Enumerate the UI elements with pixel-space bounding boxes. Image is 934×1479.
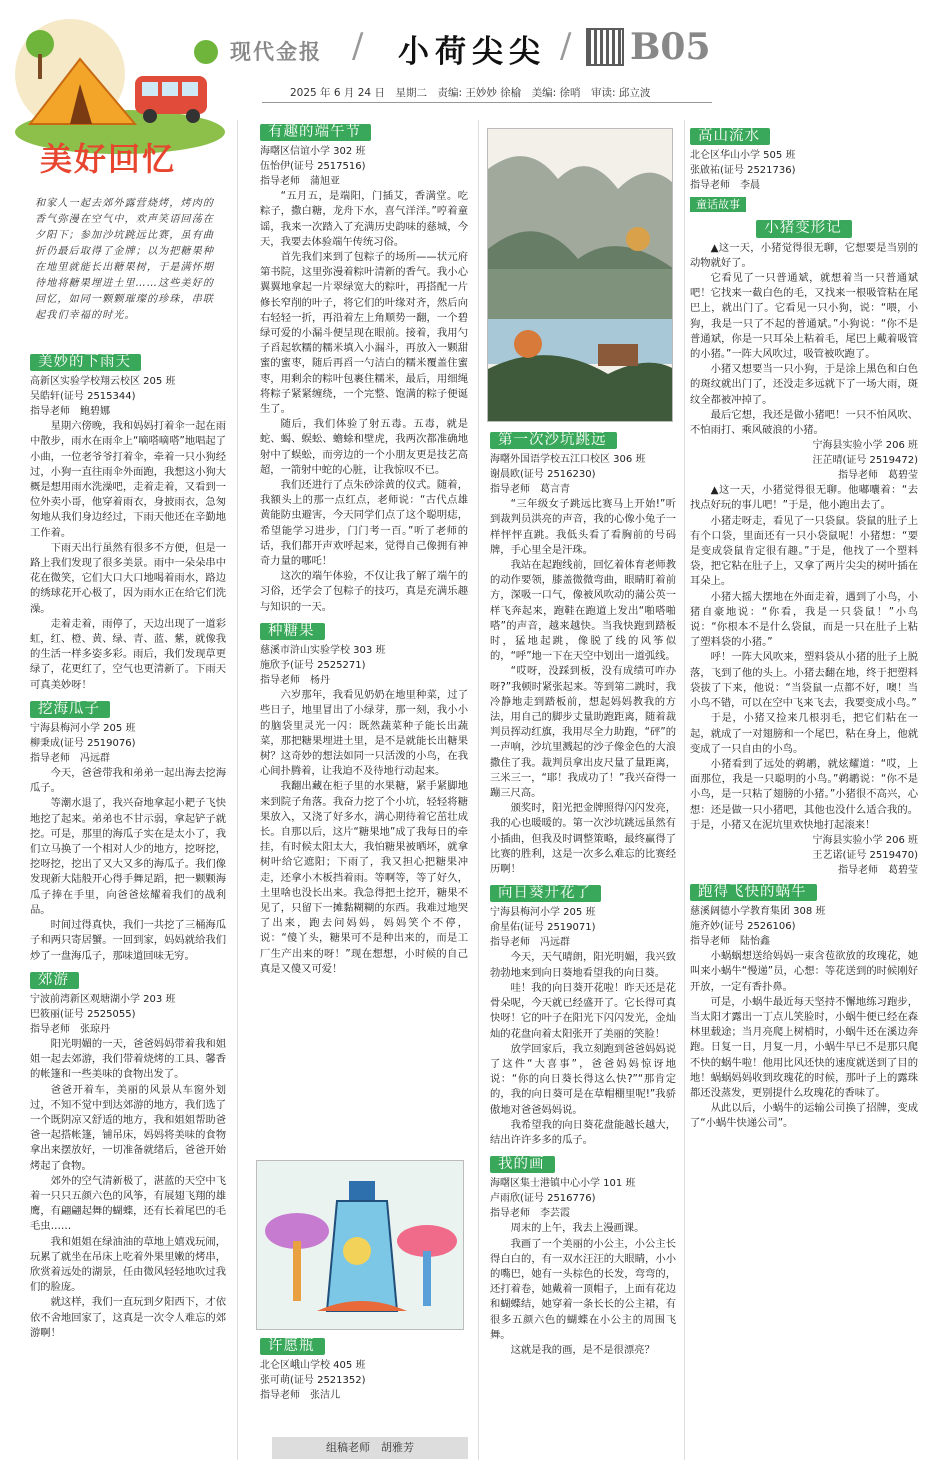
paragraph: “三年级女子跳远比赛马上开始!”听到裁判员洪亮的声音，我的心像小兔子一样怦怦直跳。我低头看了看胸前的号码牌，手心里全是汗珠。 bbox=[490, 498, 676, 556]
paragraph: 最后它想，我还是做小猪吧！一只不怕风吹、不怕雨打、乘风破浪的小猪。 bbox=[690, 408, 918, 437]
section-name: 小荷尖尖 bbox=[398, 34, 546, 70]
paragraph: 小猪大摇大摆地在外面走着，遇到了小鸟，小猪自豪地说：“你看，我是一只袋鼠！”小鸟说：“你根本不是什么袋鼠，而是一只在肚子上粘了塑料袋的小猪。” bbox=[690, 590, 918, 649]
article-title: 挖海瓜子 bbox=[30, 701, 110, 718]
paragraph: 它看见了一只普通斌，就想着当一只普通斌吧！它找来一截白色的毛，又找来一根吸管粘在尾巴上，就出门了。它看见一只小狗，说：“喂，小狗，我是一只了不起的普通斌。”小狗说：“你不是普通斌，你是一只耳朵上粘着毛，尾巴上戴着吸管的小猪。”一阵大风吹过，吸管被吹跑了。 bbox=[690, 272, 918, 361]
school: 北仑区华山小学 505 班 bbox=[690, 150, 796, 162]
column-4 bbox=[690, 124, 918, 1132]
author: 吴皓轩(证号 2515344) bbox=[30, 391, 136, 403]
teacher: 指导老师 张洁儿 bbox=[260, 1390, 340, 1402]
paragraph: 我们还进行了点朱砂涂黄的仪式。随着，我额头上的那一点红点，老师说：“古代点雄黄能防虫避害，今天同学们点了这个聪明痣，希望能学习进步，门门考一百。”听了老师的话，我们都开声欢呼起来，觉得自己像拥有神奇力量的哪吒！ bbox=[260, 479, 468, 568]
article-title: 有趣的端午节 bbox=[260, 124, 371, 141]
school: 宁海县梅河小学 205 班 bbox=[30, 723, 136, 735]
article-title: 小猪变形记 bbox=[756, 220, 852, 237]
article-title: 我的画 bbox=[490, 1156, 555, 1173]
paragraph: ▲这一天，小猪觉得很无聊，它想要是当别的动物就好了。 bbox=[690, 241, 918, 269]
column-3 bbox=[490, 428, 676, 1358]
paragraph: 走着走着，雨停了，天边出现了一道彩虹，红、橙、黄、绿、青、蓝、紫，就像我的生活一样多姿多彩。雨后，我们发现草更绿了，花更红了，空气也更清新了。下雨天可真美妙呀！ bbox=[30, 617, 226, 691]
paragraph: ▲这一天，小猪觉得很无聊。他嘟囔着：“去找点好玩的事儿吧！”于是，他小跑出去了。 bbox=[690, 484, 918, 512]
column-divider bbox=[478, 120, 479, 1460]
dateline: 2025 年 6 月 24 日 星期二 责编: 王妙妙 徐榆 美编: 徐哨 审读: 邱立波 bbox=[290, 87, 651, 99]
paragraph: 随后，我们体验了射五毒。五毒，就是蛇、蝎、蜈蚣、蟾蜍和壁虎，我两次都准确地射中了蜈蚣，而旁边的一个小朋友更是技艺高超，一箭射中蛇的心脏，让我惊叹不已。 bbox=[260, 418, 468, 476]
paragraph: 星期六傍晚，我和妈妈打着伞一起在雨中散步，雨水在雨伞上“嘀嗒嘀嗒”地唱起了小曲，一位老爷爷打着伞，牵着一只小狗经过，小狗一直往雨伞外面跑，我想这小狗大概是想用雨水洗澡吧，走着走着，又看到一位外卖小哥，他穿着雨衣，身披雨衣，急匆匆地从我们身边经过，下雨天他还在辛勤地工作着。 bbox=[30, 420, 227, 539]
teacher: 指导老师 陆怡鑫 bbox=[690, 936, 770, 948]
article-title: 向日葵开花了 bbox=[490, 885, 601, 902]
paragraph: 我翻出藏在柜子里的水果糖，紧手紧脚地来到院子角落。我奋力挖了个小坑，轻轻将糖果放入，又浇了好多水，满心期待着它茁壮成长。自那以后，这片“糖果地”成了我每日的牵挂，有时候太阳太大，我怕糖果被晒坏，就拿树叶给它遮阳；下雨了，我又担心把糖果冲走，还拿小木板挡着雨。等啊等，等了好久，土里啥也没长出来。我急得把土挖开，糖果不见了，只留下一摊黏糊糊的东西。我难过地哭了出来，跑去问妈妈，妈妈笑个不停，说：“傻丫头，糖果可不是种出来的，而是工厂生产出来的呀！”现在想想，小时候的自己真是又傻又可爱！ bbox=[260, 780, 468, 975]
paragraph: 首先我们来到了包粽子的场所——状元府第书院，这里弥漫着粽叶清新的香气。我小心翼翼地拿起一片翠绿宽大的粽叶，再搭配一片修长窄削的叶子，将它们的叶缘对齐，然后向右轻轻一折，再沿着左上角顺势一翻，一个碧绿可爱的小漏斗便呈现在眼前。接着，我用勺子舀起软糯的糯米填入小漏斗，再放入一颗甜蜜的蜜枣，随后再舀一勺洁白的糯米覆盖住蜜枣，用剩余的粽叶包裹住糯米，最后，用细绳将粽子紧紧缠绕，一个完整、饱满的粽子便诞生了。 bbox=[260, 251, 468, 416]
school: 北仑区峨山学校 405 班 bbox=[260, 1360, 366, 1372]
paragraph: 等潮水退了，我兴奋地拿起小耙子飞快地挖了起来。弟弟也不甘示弱，拿起铲子就挖。可是，那里的海瓜子实在是太小了，我们立马换了一个相对人少的地方，挖呀挖，挖呀挖，挖出了又大又多的海瓜子。我们像发现新大陆般开心得手舞足蹈，把一颗颗海瓜子捧在手里，向爸爸炫耀着我们的战利品。 bbox=[30, 797, 226, 916]
school: 海曙区信谊小学 302 班 bbox=[260, 146, 366, 158]
signature-school: 宁海县实验小学 206 班 bbox=[812, 440, 918, 452]
qr-code-icon bbox=[586, 28, 624, 66]
author: 巴筱丽(证号 2525055) bbox=[30, 1008, 136, 1020]
author: 施齐妙(证号 2526106) bbox=[690, 921, 796, 933]
school: 海曙区集士港镇中心小学 101 班 bbox=[490, 1178, 636, 1190]
side-title: 美好回忆 bbox=[40, 140, 177, 178]
article-title: 许愿瓶 bbox=[260, 1338, 325, 1355]
article-title: 美妙的下雨天 bbox=[30, 354, 141, 371]
author: 卢雨欣(证号 2516776) bbox=[490, 1193, 596, 1205]
signature-author: 汪芷晴(证号 2519472) bbox=[812, 455, 918, 467]
school: 海曙外国语学校五江口校区 306 班 bbox=[490, 454, 646, 466]
paragraph: 六岁那年，我看见奶奶在地里种菜，过了些日子，地里冒出了小绿芽，那一刻，我小小的脑袋里灵光一闪：既然蔬菜种子能长出蔬菜，那把糖果埋进土里，是不是就能长出糖果树？这奇妙的想法如同一只活泼的小鸟，在我心间扑腾着，让我迫不及待地行动起来。 bbox=[260, 689, 468, 778]
wish-bottle-drawing bbox=[256, 1160, 464, 1330]
teacher: 指导老师 鲍碧娜 bbox=[30, 406, 110, 418]
paragraph: 呼！一阵大风吹来，塑料袋从小猪的肚子上脱落，飞到了他的头上。小猪去翻在地，终于把塑料袋拔了下来，他说：“当袋鼠一点都不好，噢！当小鸟不错，可以在空中飞来飞去，我要变成小鸟。” bbox=[690, 651, 918, 710]
signature-author: 王艺诺(证号 2519470) bbox=[812, 849, 918, 861]
signature-school: 宁海县实验小学 206 班 bbox=[812, 834, 918, 846]
intro-text: 和家人一起去郊外露营烧烤，烤肉的香气弥漫在空气中，欢声笑语回荡在夕阳下；参加沙坑跳远比赛，虽有曲折仍最后取得了金牌；以为把糖果种在地里就能长出糖果树，于是满怀期待地将糖果埋进土里……这些美好的回忆，如同一颗颗璀璨的珍珠，串联起我们幸福的时光。 bbox=[35, 198, 214, 321]
paragraph: 时间过得真快，我们一共挖了三桶海瓜子和两只寄居蟹。一回到家，妈妈就给我们炒了一盘海瓜子，那味道回味无穷。 bbox=[30, 919, 226, 962]
school: 宁波前湾新区观塘湖小学 203 班 bbox=[30, 993, 176, 1005]
column-1 bbox=[30, 350, 226, 1341]
paragraph: 我画了一个美丽的小公主，小公主长得白白的，有一双水汪汪的大眼睛，小小的嘴巴，她有一头棕色的长发，弯弯的，还打着卷，她戴着一顶帽子，上面有花边和蝴蝶结，她穿着一条长长的公主裙，有很多五颜六色的蝴蝶在小公主的周围飞舞。 bbox=[490, 1237, 676, 1341]
paragraph: 哇！我的向日葵开花啦！昨天还是花骨朵呢，今天就已经盛开了。它长得可真快呀！它的叶子在阳光下闪闪发光，金灿灿的花盘向着太阳张开了美丽的笑脸！ bbox=[490, 981, 676, 1040]
page-number: B05 bbox=[630, 26, 711, 68]
camping-illustration bbox=[10, 14, 225, 189]
paragraph: 下雨天出行虽然有很多不方便，但是一路上我们发现了很多美景。雨中一朵朵串中花在微笑，它们大口大口地喝着雨水，路边的绣球花开心极了，因为雨水正在给它们洗澡。 bbox=[30, 541, 226, 615]
column-2 bbox=[260, 120, 468, 977]
article-title: 第一次沙坑跳远 bbox=[490, 432, 617, 449]
column-divider bbox=[684, 120, 685, 1460]
school: 宁海县梅河小学 205 班 bbox=[490, 907, 596, 919]
paragraph: 这就是我的画，是不是很漂亮？ bbox=[510, 1343, 655, 1356]
teacher: 指导老师 李晨 bbox=[690, 180, 760, 192]
article-title: 跑得飞快的蜗牛 bbox=[690, 884, 817, 901]
article-title: 种糖果 bbox=[260, 623, 325, 640]
paragraph: 阳光明媚的一天，爸爸妈妈带着我和姐姐一起去郊游，我们带着烧烤的工具、馨香的帐篷和一些美味的食物出发了。 bbox=[30, 1037, 226, 1081]
author: 谢晨欧(证号 2516230) bbox=[490, 469, 596, 481]
paragraph: “哎呀，没踩到板，没有成绩可咋办呀?”我顿时紧张起来。等到第二跳时，我冷静地走到踏板前，想起妈妈教我的方法，用自己的脚步丈量助跑距离，随着裁判员挥动红旗，我用尽全力助跑，“砰”的一声响，沙坑里溅起的沙子像金色的大浪撒住了我。裁判员拿出皮尺量了量距离，三米三一，“耶！我成功了！”我兴奋得一蹦三尺高。 bbox=[490, 665, 676, 800]
author: 张啟祐(证号 2521736) bbox=[690, 165, 796, 177]
paragraph: 我和姐姐在绿油油的草地上嬉戏玩闹，玩累了就坐在吊床上吃着外果里嫩的烤串，欣赏着远处的湖景，任由微风轻轻地吹过我们的脸庞。 bbox=[30, 1235, 226, 1294]
article-title: 郊游 bbox=[30, 972, 79, 989]
paragraph: 这次的端午体验，不仅让我了解了端午的习俗，还学会了包粽子的技巧，真是充满乐趣与知识的一天。 bbox=[260, 570, 468, 613]
story-tag: 童话故事 bbox=[690, 197, 746, 212]
paragraph: 周末的上午，我去上漫画课。 bbox=[510, 1222, 645, 1235]
header-divider: / bbox=[352, 26, 364, 66]
teacher: 指导老师 张琼丹 bbox=[30, 1023, 110, 1035]
paragraph: 就这样，我们一直玩到夕阳西下，才依依不舍地回家了，这真是一次令人难忘的郊游啊！ bbox=[30, 1296, 226, 1339]
paragraph: 从此以后，小蜗牛的运输公司换了招牌，变成了“小蜗牛快递公司”。 bbox=[690, 1102, 918, 1130]
landscape-painting bbox=[487, 128, 673, 422]
paragraph: 小猪又想要当一只小狗，于是涂上黑色和白色的斑纹就出门了，还没走多远就下了一场大雨，斑纹全都被冲掉了。 bbox=[690, 363, 918, 406]
author: 俞星佑(证号 2519071) bbox=[490, 922, 596, 934]
paragraph: 爸爸开着车，美丽的风景从车窗外划过，不知不觉中到达郊游的地方，我们选了一个既阴凉又舒适的地方，我和姐姐帮助爸爸一起搭帐篷，铺吊床，妈妈将美味的食物拿出来摆放好，一切准备就绪后，爸爸开始烤起了食物。 bbox=[30, 1083, 226, 1172]
paragraph: 郊外的空气清新极了，湛蓝的天空中飞着一只只五颜六色的风筝，有展翅飞翔的雄鹰，有翩翩起舞的蝴蝶，还有长着尾巴的毛毛虫…… bbox=[30, 1174, 226, 1233]
paragraph: 小猪走呀走，看见了一只袋鼠。袋鼠的肚子上有个口袋，里面还有一只小袋鼠呢！小猪想：“要是变成袋鼠肯定很有趣。”于是，他找了一个塑料袋，把它粘在肚子上，又拿了两片尖尖的树叶插在耳朵上。 bbox=[690, 514, 918, 588]
paragraph: 小猪看到了远处的鹈鹕，就炫耀道：“哎，上面那位，我是一只聪明的小鸟。”鹈鹕说：“你不是小鸟，是一只粘了翅膀的小猪。”小猪很不高兴，心想：还是做一只小猪吧，其他也没什么适合我的。于是，小猪又在泥坑里欢快地打起滚来！ bbox=[690, 757, 918, 831]
teacher: 指导老师 李芸霞 bbox=[490, 1208, 570, 1220]
column-divider bbox=[237, 120, 238, 1460]
paragraph: 今天，爸爸带我和弟弟一起出海去挖海瓜子。 bbox=[30, 767, 226, 795]
header-divider: / bbox=[560, 26, 572, 66]
newspaper-name: 现代金报 bbox=[230, 39, 322, 64]
paragraph: “五月五，是端阳，门插艾，香满堂。吃粽子，撒白糖，龙舟下水，喜气洋洋。”哼着童谣，我来一次踏入了充满历史韵味的慈城，今天，我要去体验端午传统习俗。 bbox=[260, 190, 468, 248]
paragraph: 可是，小蜗牛最近每天坚持不懈地练习跑步，当太阳才露出一丁点儿笑脸时，小蜗牛便已经在森林里载途；当月亮爬上树梢时，小蜗牛还在溪边奔跑。日复一日，月复一月，小蜗牛早已不是那只爬不快的蜗牛啦！他用比风还快的速度就送到了目的地！蜗蜗妈妈收到玫瑰花的时候，那叶子上的露珠都还没蒸发，更别提什么玫瑰花的香味了。 bbox=[690, 995, 918, 1099]
column-2-wish bbox=[260, 1334, 468, 1403]
school: 慈溪市浒山实验学校 303 班 bbox=[260, 645, 386, 657]
paragraph: 我站在起跑线前，回忆着体育老师教的动作要领，膝盖微微弯曲，眼睛盯着前方，深吸一口气，像被风吹动的蒲公英一样飞奔起来，跑鞋在跑道上发出“啪嗒啪嗒”的声音，越来越快。当我快跑到踏板时，猛地起跳，像脱了线的风筝似的，“呼”地一下在天空中划出一道弧线。 bbox=[490, 559, 676, 663]
paragraph: 颁奖时，阳光把金牌照得闪闪发亮，我的心也暖暖的。第一次沙坑跳远虽然有小插曲，但我及时调整策略，最终赢得了比赛的胜利，这是一次多么难忘的比赛经历啊！ bbox=[490, 802, 676, 876]
paragraph: 于是，小猪又捡来几根羽毛，把它们粘在一起，就成了一对翅膀和一个尾巴，粘在身上，他就变成了一只自由的小鸟。 bbox=[690, 712, 918, 755]
teacher: 指导老师 冯远群 bbox=[490, 937, 570, 949]
editor-credit: 组稿老师 胡雅芳 bbox=[272, 1437, 468, 1459]
paragraph: 小蜗蜗想送给妈妈一束含苞欲放的玫瑰花，她叫来小蜗牛“慢递”员，心想：等花送到的时候刚好开放，一定有香扑鼻。 bbox=[690, 950, 918, 993]
teacher: 指导老师 杨丹 bbox=[260, 675, 330, 687]
article-title: 高山流水 bbox=[690, 128, 770, 145]
school: 高新区实验学校翔云校区 205 班 bbox=[30, 376, 176, 388]
paragraph: 放学回家后，我立刻跑到爸爸妈妈说了这件“大喜事”，爸爸妈妈惊讶地说：“你的向日葵长得这么快?”“那肯定的，我的向日葵可是在草帽棚里呢!”我骄傲地对爸爸妈妈说。 bbox=[490, 1042, 676, 1116]
signature-teacher: 指导老师 葛碧莹 bbox=[838, 864, 918, 876]
signature-teacher: 指导老师 葛碧莹 bbox=[838, 470, 918, 482]
author: 伍怡伊(证号 2517516) bbox=[260, 161, 366, 173]
top-strip bbox=[0, 0, 934, 14]
paragraph: 今天，天气晴朗，阳光明媚，我兴致勃勃地来到向日葵地看望我的向日葵。 bbox=[490, 951, 676, 979]
teacher: 指导老师 葛言青 bbox=[490, 484, 570, 496]
author: 柳秉成(证号 2519076) bbox=[30, 738, 136, 750]
teacher: 指导老师 冯远群 bbox=[30, 753, 110, 765]
header-rule bbox=[262, 102, 712, 103]
paragraph: 我希望我的向日葵花盘能越长越大，结出许许多多的瓜子。 bbox=[490, 1118, 676, 1146]
school: 慈溪阔德小学教育集团 308 班 bbox=[690, 906, 826, 918]
teacher: 指导老师 蒲旭亚 bbox=[260, 176, 340, 188]
author: 张可萌(证号 2521352) bbox=[260, 1375, 366, 1387]
author: 施欣予(证号 2525271) bbox=[260, 660, 366, 672]
